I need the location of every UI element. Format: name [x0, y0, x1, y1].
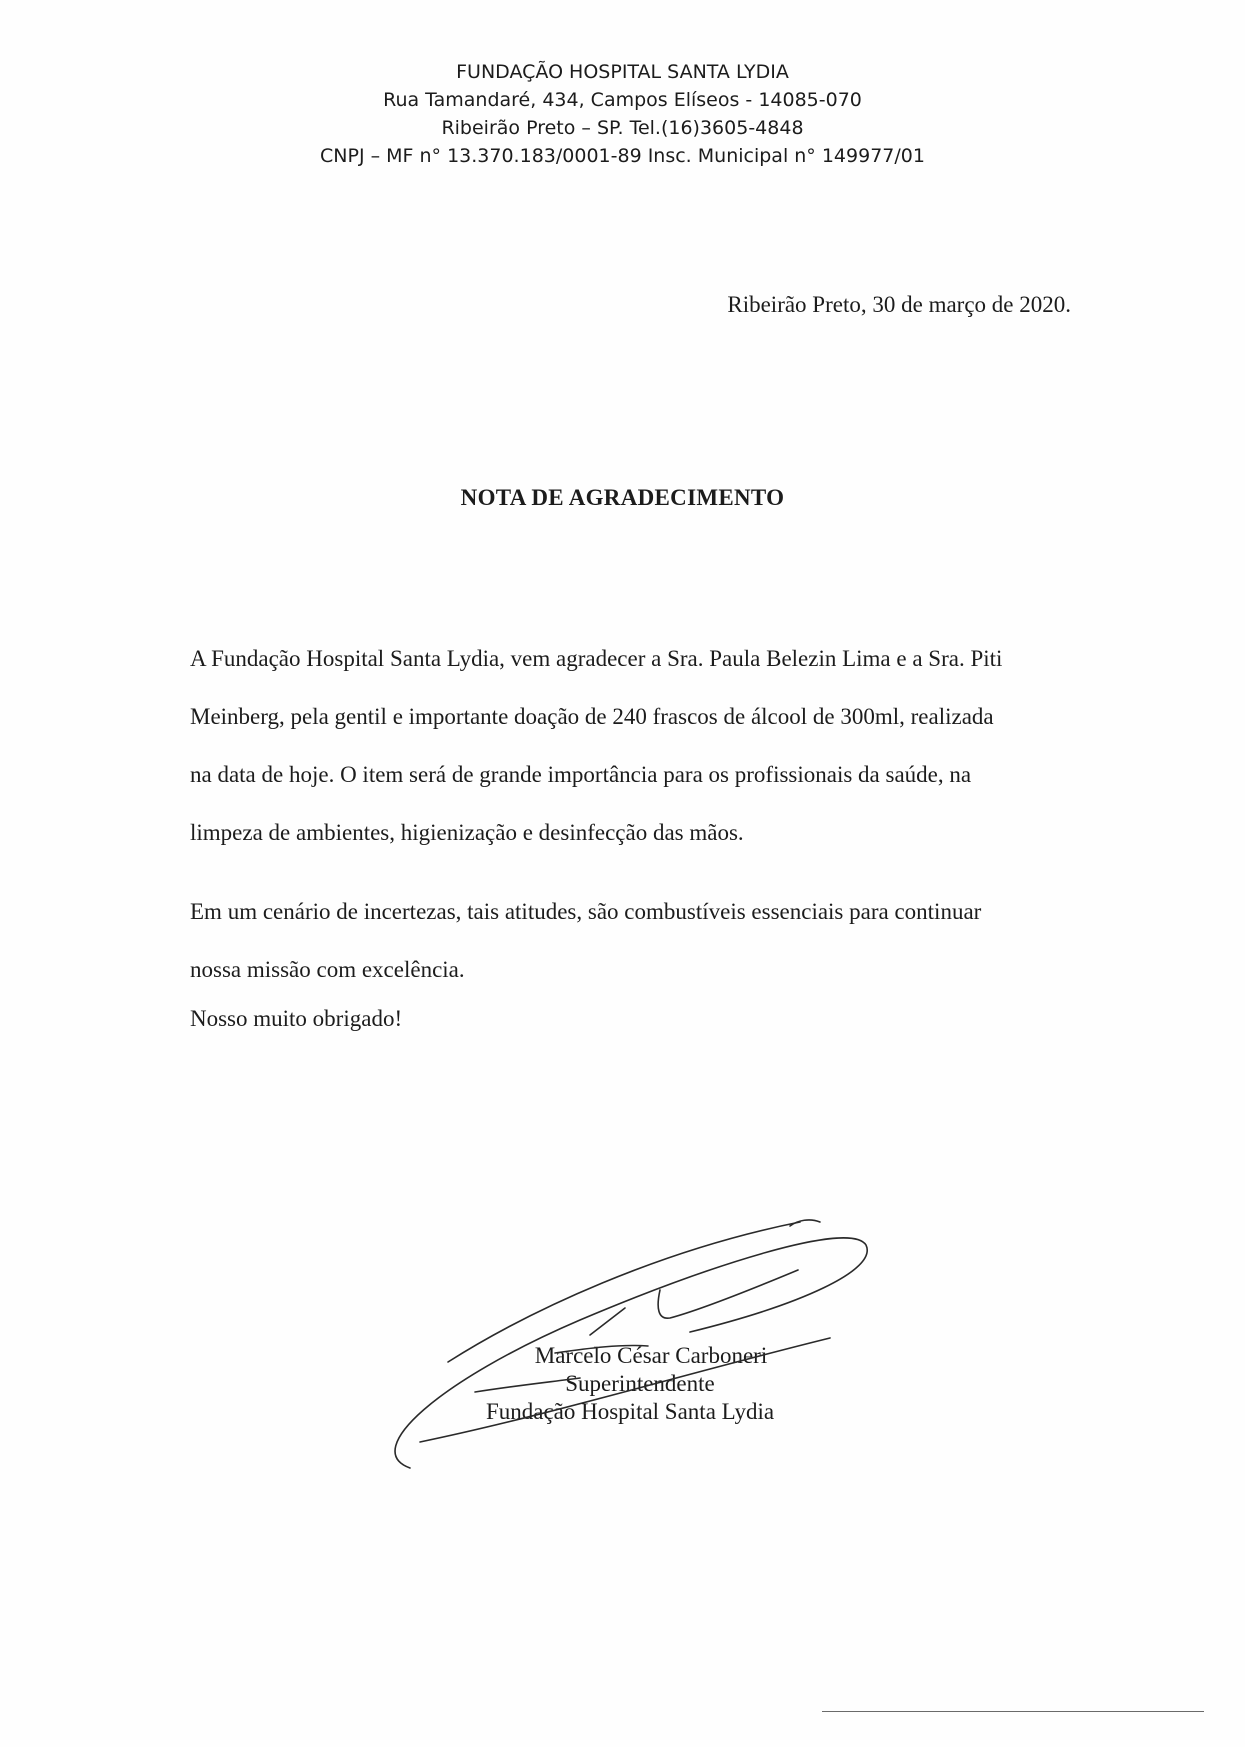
- paragraph-line: Em um cenário de incertezas, tais atitudes, são combustíveis essenciais para continuar: [190, 899, 982, 924]
- letterhead-address: Rua Tamandaré, 434, Campos Elíseos - 14085-070: [383, 89, 862, 111]
- paragraph-line: nossa missão com excelência.: [190, 957, 465, 982]
- paragraph-thanks: [190, 630, 1090, 862]
- letterhead-city-phone: Ribeirão Preto – SP. Tel.(16)3605-4848: [441, 117, 804, 139]
- signature-hook-stroke: [658, 1270, 798, 1318]
- signature-diagonal-stroke: [448, 1222, 800, 1362]
- document-title: NOTA DE AGRADECIMENTO: [460, 485, 785, 510]
- signature-block: [420, 1342, 840, 1426]
- paragraph-line: Meinberg, pela gentil e importante doação de 240 frascos de álcool de 300ml, realizada: [190, 704, 994, 729]
- signature-short-stroke: [590, 1308, 625, 1335]
- paragraph-context: [190, 883, 1090, 999]
- paragraph-line: limpeza de ambientes, higienização e desinfecção das mãos.: [190, 820, 744, 845]
- signature-tick-stroke: [790, 1220, 820, 1226]
- paragraph-closing: Nosso muito obrigado!: [190, 1006, 403, 1031]
- signatory-organization: Fundação Hospital Santa Lydia: [485, 1399, 775, 1424]
- paragraph-line: A Fundação Hospital Santa Lydia, vem agradecer a Sra. Paula Belezin Lima e a Sra. Piti: [190, 646, 1003, 671]
- letterhead-org-name: FUNDAÇÃO HOSPITAL SANTA LYDIA: [456, 61, 789, 83]
- signatory-name: Marcelo César Carboneri: [534, 1343, 768, 1368]
- date-line: Ribeirão Preto, 30 de março de 2020.: [727, 292, 1071, 317]
- signatory-role: Superintendente: [565, 1371, 715, 1396]
- paragraph-line: na data de hoje. O item será de grande importância para os profissionais da saúde, na: [190, 762, 972, 787]
- footer-rule: [822, 1711, 1204, 1712]
- letterhead-registration: CNPJ – MF n° 13.370.183/0001-89 Insc. Municipal n° 149977/01: [320, 145, 925, 167]
- letterhead: [0, 58, 1245, 170]
